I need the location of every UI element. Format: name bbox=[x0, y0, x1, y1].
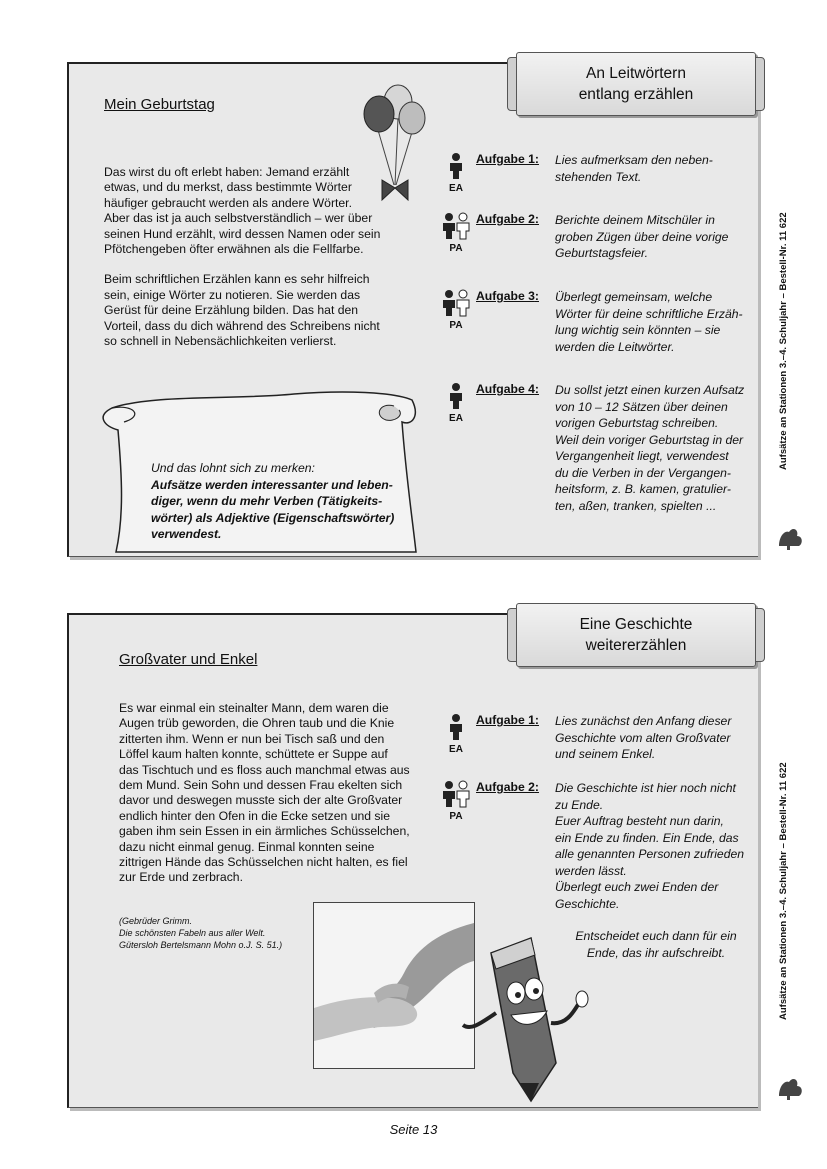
side-label-1: Aufsätze an Stationen 3.–4. Schuljahr – Bestell-Nr. 11 622 bbox=[775, 80, 815, 550]
task-text: Überlegt gemeinsam, welche Wörter für deine schriftliche Erzäh- lung wichtig sein könnten – sie werden die Leitwörter. bbox=[555, 290, 743, 354]
publisher-logo-icon bbox=[775, 522, 809, 550]
task-label: Aufgabe 1: bbox=[476, 152, 539, 166]
single-work-icon: EA bbox=[441, 382, 471, 424]
hands-photo bbox=[313, 902, 475, 1069]
tip-box: Und das lohnt sich zu merken: Aufsätze werden interessanter und leben- diger, wenn du mehr Verben (Tätigkeits- wörter) als Adjektive (Eigenschaftswörter) verwendest. bbox=[151, 461, 395, 541]
single-work-icon: EA bbox=[441, 152, 471, 194]
banner-scroll-2 bbox=[516, 603, 756, 667]
task-2 bbox=[441, 212, 746, 272]
task-label: Aufgabe 2: bbox=[476, 780, 539, 794]
partner-work-icon: PA bbox=[441, 289, 471, 331]
page-title: Mein Geburtstag bbox=[104, 96, 215, 113]
single-work-icon: EA bbox=[441, 713, 471, 755]
partner-work-icon: PA bbox=[441, 780, 471, 822]
task-1 bbox=[441, 152, 746, 202]
banner-line2: entlang erzählen bbox=[578, 86, 694, 103]
task-label: Aufgabe 4: bbox=[476, 382, 539, 396]
task-3 bbox=[441, 289, 746, 364]
task-text: Lies zunächst den Anfang dieser Geschichte vom alten Großvater und seinem Enkel. bbox=[555, 714, 732, 761]
story-title: Großvater und Enkel bbox=[119, 651, 258, 668]
page-number: Seite 13 bbox=[389, 1122, 438, 1137]
banner-line2: weitererzählen bbox=[585, 637, 687, 654]
banner-line1: Eine Geschichte bbox=[579, 616, 693, 633]
task-1 bbox=[441, 713, 746, 768]
source-citation: (Gebrüder Grimm. Die schönsten Fabeln aus aller Welt. Gütersloh Bertelsmann Mohn o.J. S. 51.) bbox=[119, 916, 283, 950]
task-text: Du sollst jetzt einen kurzen Aufsatz von 10 – 12 Sätzen über deinen vorigen Geburtstag schreiben. Weil dein voriger Geburtstag in der Vergangenheit liegt, verwendest du die Verben in der Vergangen- heitsform, z. B. kamen, gratulier- ten, aßen, tranken, spielten ... bbox=[555, 383, 745, 513]
banner-line1: An Leitwörtern bbox=[586, 65, 686, 82]
story-text: Es war einmal ein steinalter Mann, dem waren die Augen trüb geworden, die Ohren taub und die Knie zitterten ihm. Wenn er nun bei Tisch saß und den Löffel kaum halten konnte, schüttete er Suppe auf das Tischtuch und es floss auch manchmal etwas aus dem Mund. Sein Sohn und dessen Frau ekelten sich davor und deswegen musste sich der alte Großvater endlich hinter den Ofen in die Ecke setzen und sie gaben ihm sein Essen in ein ärmliches Schüsselchen, dazu nicht einmal genug. Einmal konnten seine zittrigen Hände das Schüsselchen nicht halten, es fiel zur Erde und zerbrach. bbox=[119, 701, 410, 885]
task-text: Berichte deinem Mitschüler in groben Zügen über deine vorige Geburtstagsfeier. bbox=[555, 213, 729, 260]
task-text: Lies aufmerksam den neben- stehenden Text. bbox=[555, 153, 713, 184]
partner-work-icon: PA bbox=[441, 212, 471, 254]
task-label: Aufgabe 1: bbox=[476, 713, 539, 727]
task-label: Aufgabe 3: bbox=[476, 289, 539, 303]
worksheet-card-2 bbox=[67, 613, 758, 1108]
task-2 bbox=[441, 780, 746, 920]
task-4 bbox=[441, 382, 746, 522]
task-text: Die Geschichte ist hier noch nicht zu Ende. Euer Auftrag besteht nun darin, ein Ende zu finden. Ein Ende, das alle genannten Personen zufrieden werden lässt. Überlegt euch zwei Enden der Geschichte. bbox=[555, 781, 745, 911]
banner-scroll-1 bbox=[516, 52, 756, 116]
worksheet-card-1 bbox=[67, 62, 758, 557]
intro-text: Das wirst du oft erlebt haben: Jemand erzählt etwas, und du merkst, dass bestimmte Wörter häufiger gebraucht werden als andere Wörter. Aber das ist ja auch selbstverständlich – wer über seinen Hund erzählt, wird dessen Namen oder sein Pfötchengeben öfter erwähnen als die Fellfarbe. Beim schriftlichen Erzählen kann es sehr hilfreich sein, einige Wörter zu notieren. Sie werden das Gerüst für deine Erzählung bilden. Das hat den Vorteil, dass du dich während des Schreibens nicht so schnell in Nebensächlichkeiten verlierst. bbox=[104, 165, 381, 349]
task-label: Aufgabe 2: bbox=[476, 212, 539, 226]
closing-instruction: Entscheidet euch dann für ein Ende, das ihr aufschreibt. bbox=[575, 929, 737, 960]
publisher-logo-icon bbox=[775, 1072, 809, 1100]
side-label-2: Aufsätze an Stationen 3.–4. Schuljahr – Bestell-Nr. 11 622 bbox=[775, 630, 815, 1100]
